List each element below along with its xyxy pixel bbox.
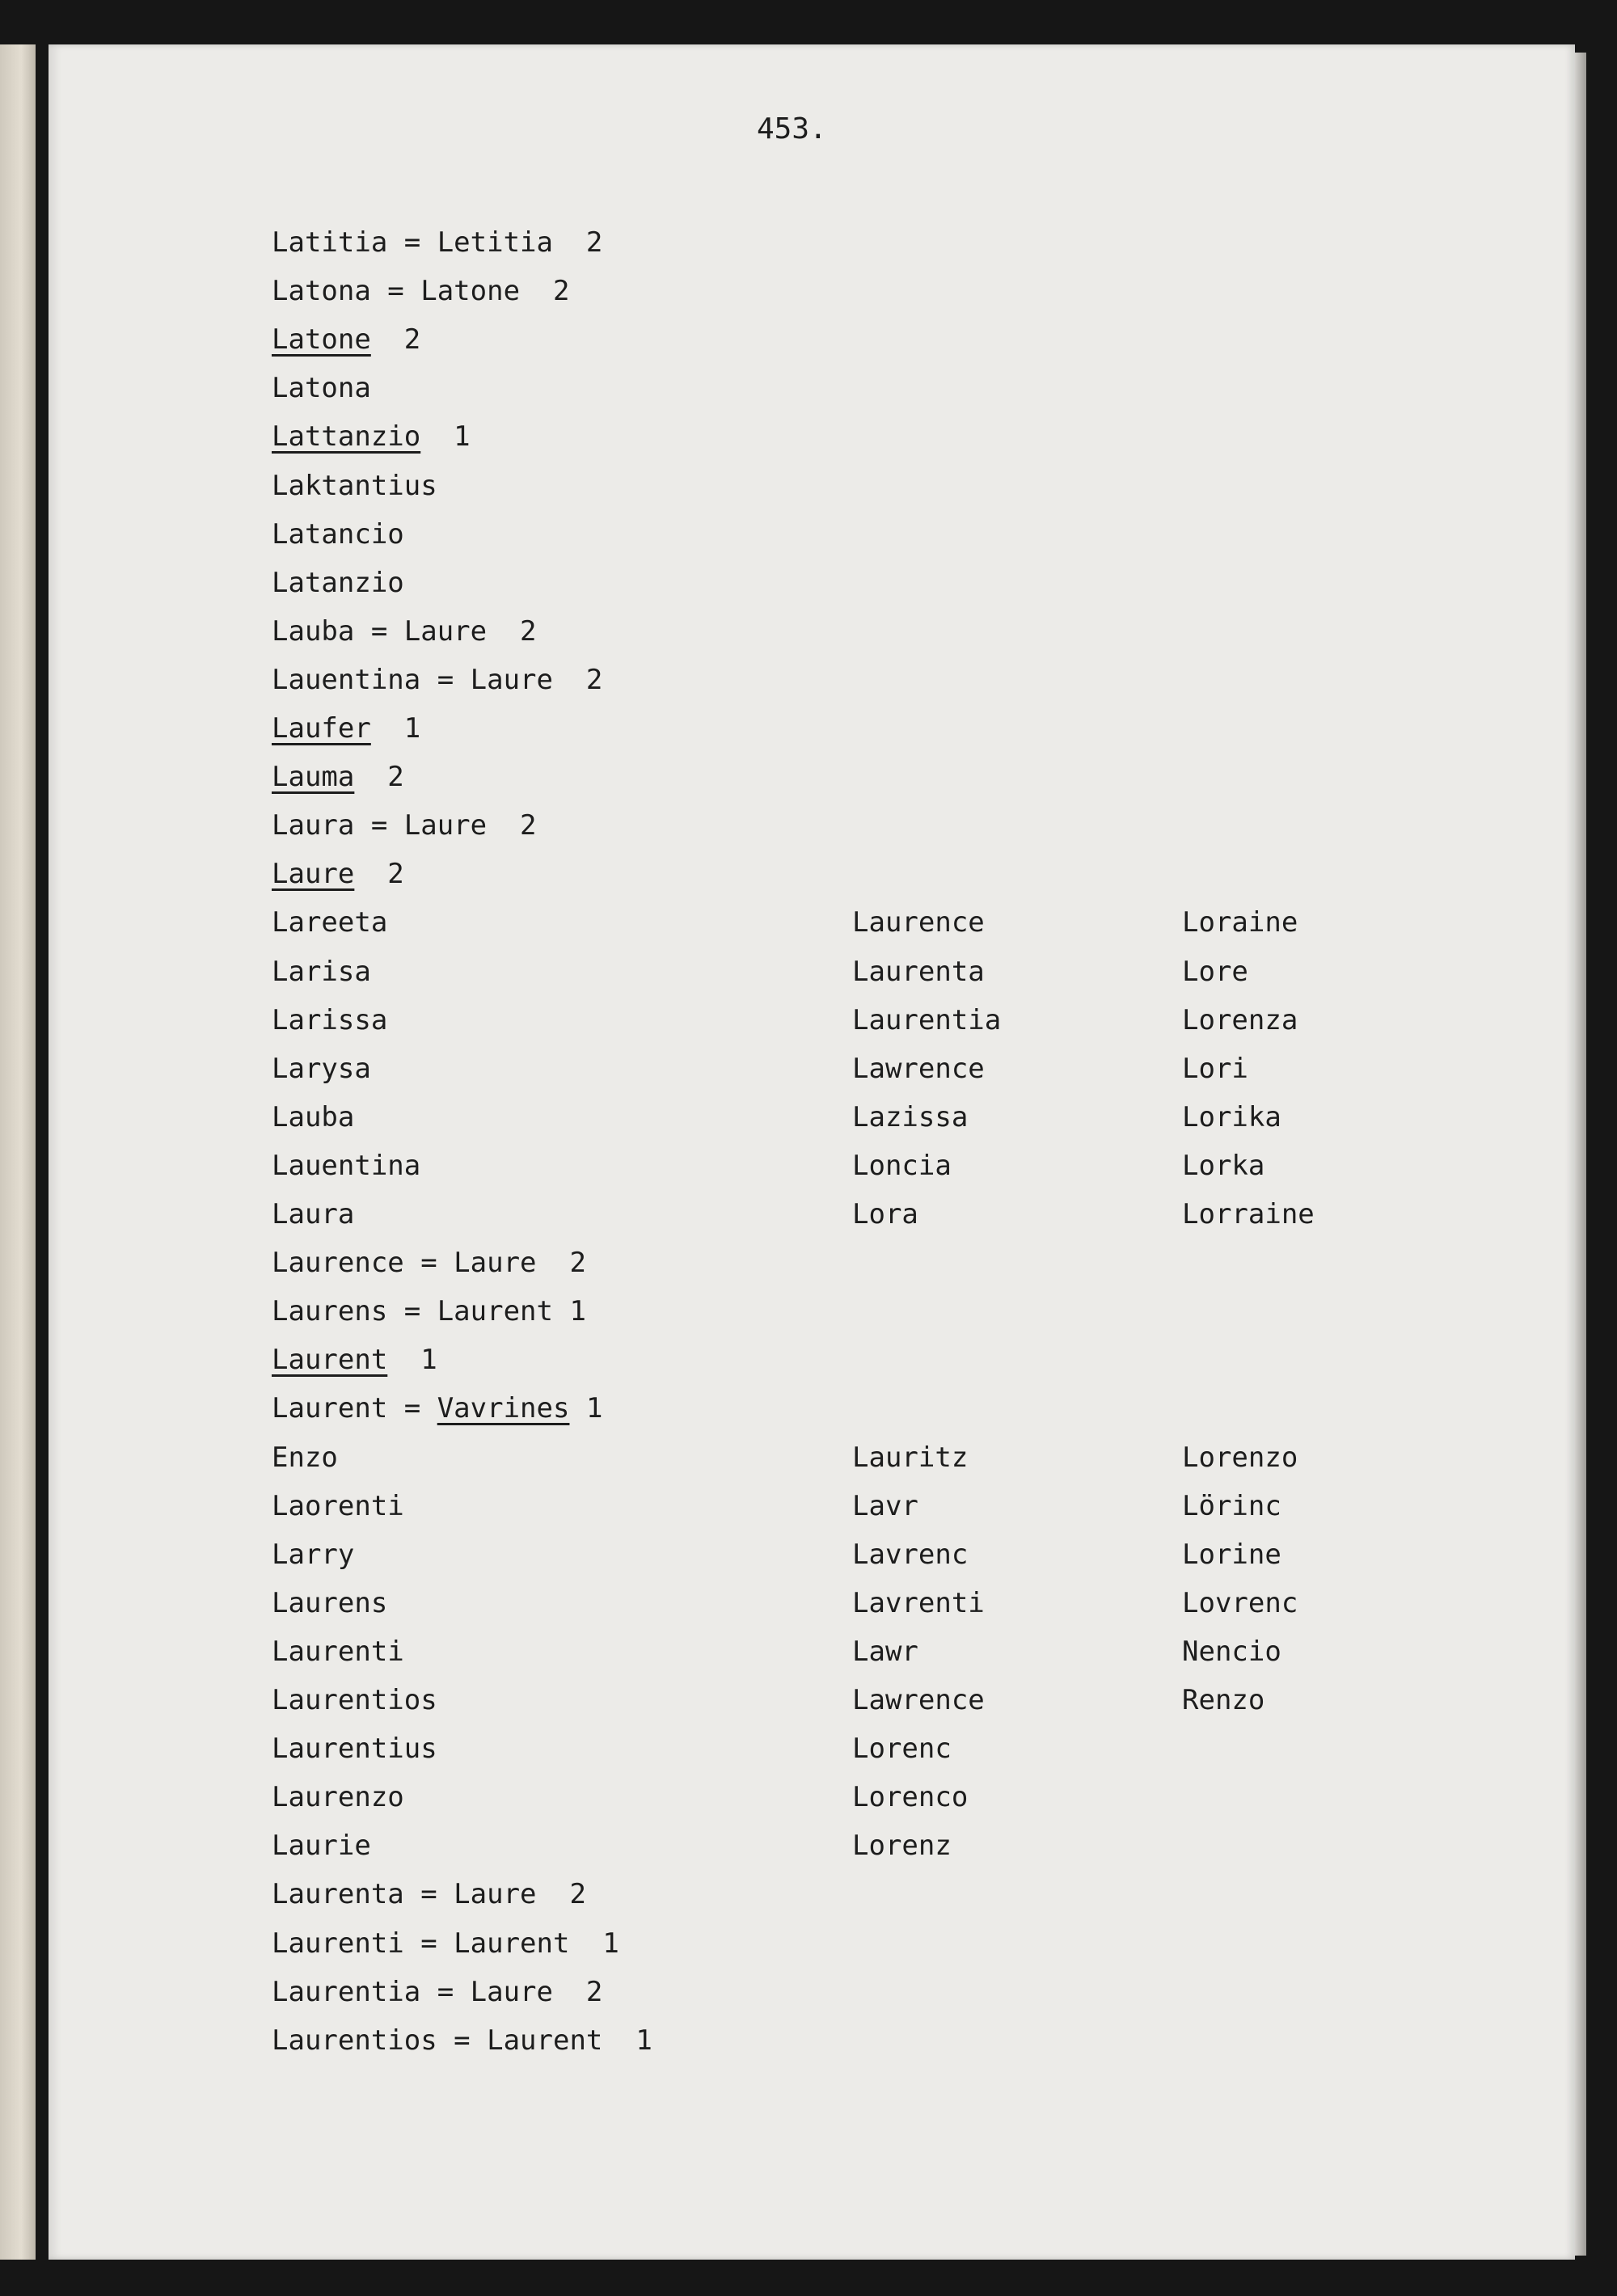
underlined-heading-name: Vavrines	[437, 1392, 570, 1424]
variant-name-col2: Lawr	[852, 1635, 918, 1668]
entry-text: Laurentios	[272, 1684, 437, 1716]
entry-text: 1	[420, 420, 471, 453]
page-number: 453.	[757, 112, 827, 146]
entry-text: Lauba	[272, 1101, 355, 1133]
underlined-heading-name: Laurent	[272, 1344, 388, 1376]
entry-text: Latona = Latone 2	[272, 275, 570, 307]
variant-name-col2: Loncia	[852, 1150, 952, 1182]
entry-text: Laurenta = Laure 2	[272, 1878, 586, 1910]
entry-line	[272, 1150, 420, 1182]
entry-line	[272, 567, 404, 599]
entry-text: 2	[354, 858, 404, 890]
entry-line	[272, 1976, 602, 2008]
entry-text: Laurie	[272, 1830, 371, 1862]
entry-line	[272, 1053, 371, 1085]
variant-name-col2: Lavrenc	[852, 1538, 969, 1571]
entry-text: Laurenzo	[272, 1781, 404, 1813]
entry-line	[272, 470, 437, 502]
entry-line	[272, 275, 569, 307]
variant-name-col3: Renzo	[1182, 1684, 1265, 1716]
variant-name-col3: Lörinc	[1182, 1490, 1281, 1522]
entry-text: Laura = Laure 2	[272, 809, 537, 842]
variant-name-col3: Lorraine	[1182, 1198, 1315, 1230]
entry-line	[272, 420, 471, 453]
entry-text: Laurenti = Laurent 1	[272, 1927, 619, 1960]
entry-line	[272, 1878, 586, 1910]
entry-text: Laurentius	[272, 1733, 437, 1765]
variant-name-col2: Lawrence	[852, 1053, 985, 1085]
variant-name-col2: Lawrence	[852, 1684, 985, 1716]
entry-text: Laurentia = Laure 2	[272, 1976, 603, 2008]
entry-line	[272, 2024, 652, 2057]
entry-text: Latanzio	[272, 567, 404, 599]
entry-line	[272, 906, 387, 939]
entry-line	[272, 1295, 586, 1327]
entry-line	[272, 956, 371, 988]
entry-text: Latona	[272, 372, 371, 404]
entry-text: Laura	[272, 1198, 355, 1230]
entry-line	[272, 761, 404, 793]
entry-text: Laurens = Laurent 1	[272, 1295, 586, 1327]
entry-text: 2	[354, 761, 404, 793]
variant-name-col2: Lavrenti	[852, 1587, 985, 1619]
entry-line	[272, 1247, 586, 1279]
entry-line	[272, 518, 404, 551]
variant-name-col2: Lazissa	[852, 1101, 969, 1133]
entry-line	[272, 1927, 619, 1960]
entry-line	[272, 712, 420, 745]
entry-line	[272, 323, 420, 356]
entry-line	[272, 1441, 338, 1474]
entry-text: Larisa	[272, 956, 371, 988]
entry-line	[272, 1392, 602, 1424]
entry-line	[272, 1684, 437, 1716]
entry-text: Larissa	[272, 1004, 388, 1036]
entry-text: 2	[370, 323, 421, 356]
variant-name-col2: Lorenz	[852, 1830, 952, 1862]
entry-line	[272, 1733, 437, 1765]
entry-text: Laorenti	[272, 1490, 404, 1522]
entry-text: 1	[387, 1344, 437, 1376]
right-page-edge	[1575, 53, 1586, 2256]
entry-text: Lareeta	[272, 906, 388, 939]
variant-name-col2: Lorenc	[852, 1733, 952, 1765]
entry-text: Laurenti	[272, 1635, 404, 1668]
entry-line	[272, 1344, 437, 1376]
variant-name-col3: Lore	[1182, 956, 1248, 988]
variant-name-col3: Lovrenc	[1182, 1587, 1298, 1619]
entry-line	[272, 1635, 404, 1668]
entry-line	[272, 1101, 354, 1133]
entry-text: Larry	[272, 1538, 355, 1571]
entry-text: Laktantius	[272, 470, 437, 502]
underlined-heading-name: Lauma	[272, 761, 355, 793]
underlined-heading-name: Latone	[272, 323, 371, 356]
entry-text: Enzo	[272, 1441, 338, 1474]
entry-text: 1	[370, 712, 421, 745]
entry-line	[272, 1490, 404, 1522]
entry-text: 1	[569, 1392, 603, 1424]
entry-line	[272, 858, 404, 890]
entry-line	[272, 1004, 387, 1036]
entry-text: Latitia = Letitia 2	[272, 226, 603, 259]
variant-name-col3: Nencio	[1182, 1635, 1281, 1668]
variant-name-col3: Lorka	[1182, 1150, 1265, 1182]
entry-text: Laurentios = Laurent 1	[272, 2024, 652, 2057]
entry-line	[272, 226, 602, 259]
entry-text: Lauba = Laure 2	[272, 615, 537, 648]
variant-name-col2: Laurenta	[852, 956, 985, 988]
underlined-heading-name: Laure	[272, 858, 355, 890]
variant-name-col3: Lorine	[1182, 1538, 1281, 1571]
variant-name-col3: Loraine	[1182, 906, 1298, 939]
variant-name-col3: Lori	[1182, 1053, 1248, 1085]
variant-name-col3: Lorenzo	[1182, 1441, 1298, 1474]
entry-line	[272, 1830, 371, 1862]
entry-line	[272, 372, 371, 404]
variant-name-col3: Lorenza	[1182, 1004, 1298, 1036]
variant-name-col2: Lorenco	[852, 1781, 969, 1813]
entry-text: Laurens	[272, 1587, 388, 1619]
variant-name-col2: Laurentia	[852, 1004, 1002, 1036]
entry-line	[272, 664, 602, 696]
variant-name-col2: Lauritz	[852, 1441, 969, 1474]
entry-text: Laurence = Laure 2	[272, 1247, 586, 1279]
entry-line	[272, 809, 537, 842]
entry-line	[272, 1538, 354, 1571]
variant-name-col2: Laurence	[852, 906, 985, 939]
entry-text: Latancio	[272, 518, 404, 551]
entry-text: Larysa	[272, 1053, 371, 1085]
underlined-heading-name: Laufer	[272, 712, 371, 745]
entry-text: Lauentina	[272, 1150, 421, 1182]
entry-line	[272, 1781, 404, 1813]
variant-name-col2: Lora	[852, 1198, 918, 1230]
entry-line	[272, 1198, 354, 1230]
entry-line	[272, 1587, 387, 1619]
variant-name-col2: Lavr	[852, 1490, 918, 1522]
entry-text: Laurent =	[272, 1392, 437, 1424]
underlined-heading-name: Lattanzio	[272, 420, 421, 453]
entry-line	[272, 615, 537, 648]
variant-name-col3: Lorika	[1182, 1101, 1281, 1133]
left-page-edge	[0, 44, 36, 2260]
entry-text: Lauentina = Laure 2	[272, 664, 603, 696]
